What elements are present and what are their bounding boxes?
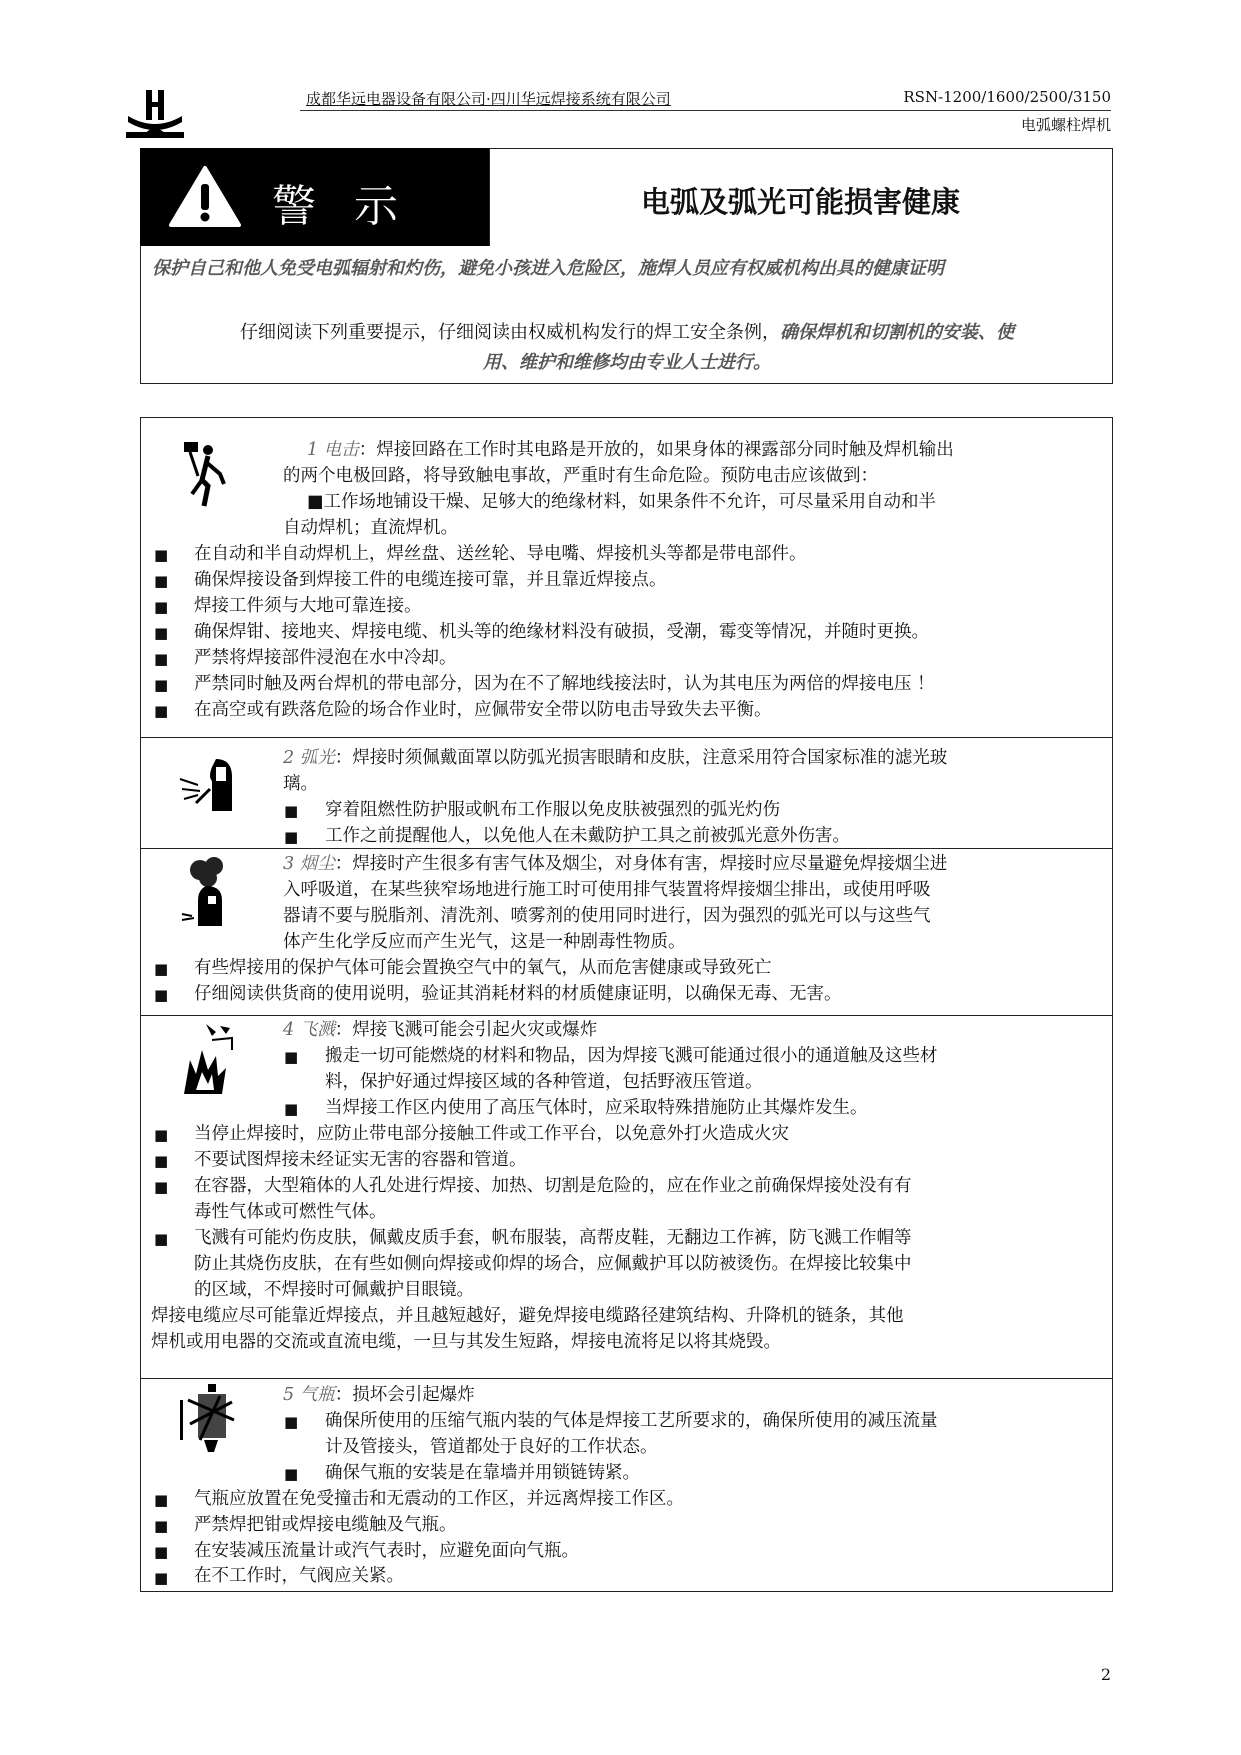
- bullet: ■: [154, 1491, 169, 1509]
- bullet: ■: [284, 1413, 299, 1431]
- bullet: ■: [154, 1152, 169, 1170]
- section4-sub: 当焊接工作区内使用了高压气体时，应采取特殊措施防止其爆炸发生。: [325, 1098, 868, 1118]
- header-company: 成都华远电器设备有限公司·四川华远焊接系统有限公司: [306, 90, 671, 108]
- section4-bullet: 当停止焊接时，应防止带电部分接触工件或工作平台，以免意外打火造成火灾: [194, 1124, 789, 1144]
- section1-bullet: 严禁将焊接部件浸泡在水中冷却。: [194, 648, 457, 668]
- section5-sub-cont: 计及管接头，管道都处于良好的工作状态。: [325, 1437, 658, 1457]
- bullet: ■: [284, 802, 299, 820]
- bullet: ■: [154, 986, 169, 1004]
- warning-triangle-icon: [168, 164, 242, 228]
- section4-note-cont: 焊机或用电器的交流或直流电缆，一旦与其发生短路，焊接电流将足以将其烧毁。: [151, 1332, 781, 1352]
- bullet: ■: [284, 1048, 299, 1066]
- header-product: 电弧螺柱焊机: [1020, 116, 1111, 134]
- gas-cylinder-icon: [178, 1380, 238, 1454]
- section3-intro-cont: 体产生化学反应而产生光气，这是一种剧毒性物质。: [283, 932, 686, 952]
- section1-bullet: 确保焊接设备到焊接工件的电缆连接可靠，并且靠近焊接点。: [194, 570, 667, 590]
- section2-intro: 2 弧光：焊接时须佩戴面罩以防弧光损害眼睛和皮肤，注意采用符合国家标准的滤光玻: [283, 748, 948, 768]
- section2-intro-cont: 璃。: [283, 774, 318, 794]
- section1-intro-cont: 的两个电极回路，将导致触电事故，严重时有生命危险。预防电击应该做到：: [283, 466, 878, 486]
- warning-heading: 电弧及弧光可能损害健康: [640, 185, 960, 219]
- section2-bullet: 工作之前提醒他人，以免他人在未戴防护工具之前被弧光意外伤害。: [325, 826, 850, 846]
- section1-bullet: 严禁同时触及两台焊机的带电部分，因为在不了解地线接法时，认为其电压为两倍的焊接电压 ！: [194, 674, 935, 694]
- arc-rays-icon: [176, 755, 238, 815]
- section-divider: [140, 1378, 1112, 1379]
- section1-bullet: 确保焊钳、接地夹、焊接电缆、机头等的绝缘材料没有破损，受潮，霉变等情况，并随时更换。: [194, 622, 929, 642]
- section5-sub: 确保所使用的压缩气瓶内装的气体是焊接工艺所要求的，确保所使用的减压流量: [325, 1411, 938, 1431]
- bullet: ■: [154, 650, 169, 668]
- section-divider: [140, 1015, 1112, 1016]
- bullet: ■: [154, 572, 169, 590]
- section1-bullet: 在自动和半自动焊机上，焊丝盘、送丝轮、导电嘴、焊接机头等都是带电部件。: [194, 544, 807, 564]
- section5-bullet: 在安装减压流量计或汽气表时，应避免面向气瓶。: [194, 1541, 579, 1561]
- bullet: ■: [154, 1517, 169, 1535]
- section4-note: 焊接电缆应尽可能靠近焊接点，并且越短越好，避免焊接电缆路径建筑结构、升降机的链条，其他: [151, 1306, 904, 1326]
- warning-line1: 保护自己和他人免受电弧辐射和灼伤，避免小孩进入危险区，施焊人员应有权威机构出具的健康证明: [152, 258, 944, 279]
- warning-title: 警示: [272, 181, 436, 232]
- bullet: ■: [154, 598, 169, 616]
- section3-bullet: 仔细阅读供货商的使用说明，验证其消耗材料的材质健康证明，以确保无毒、无害。: [194, 984, 842, 1004]
- header-model: RSN-1200/1600/2500/3150: [903, 88, 1111, 106]
- bullet: ■: [284, 1100, 299, 1118]
- spatter-fire-icon: [176, 1020, 238, 1096]
- section4-sub-cont: 料，保护好通过焊接区域的各种管道，包括野液压管道。: [325, 1072, 763, 1092]
- company-logo: [124, 88, 186, 144]
- section-divider: [140, 737, 1112, 738]
- fume-icon: [178, 856, 238, 928]
- section3-intro: 3 烟尘：焊接时产生很多有害气体及烟尘，对身体有害，焊接时应尽量避免焊接烟尘进: [283, 854, 948, 874]
- section1-bullet: 在高空或有跌落危险的场合作业时，应佩带安全带以防电击导致失去平衡。: [194, 700, 772, 720]
- section1-sub: ■工作场地铺设干燥、足够大的绝缘材料，如果条件不允许，可尽量采用自动和半: [307, 492, 937, 512]
- section1-intro: 1 电击：焊接回路在工作时其电路是开放的，如果身体的裸露部分同时触及焊机输出: [307, 440, 954, 460]
- section4-bullet: 在容器，大型箱体的人孔处进行焊接、加热、切割是危险的，应在作业之前确保焊接处没有有: [194, 1176, 912, 1196]
- section3-intro-cont: 入呼吸道，在某些狭窄场地进行施工时可使用排气装置将焊接烟尘排出，或使用呼吸: [283, 880, 931, 900]
- section1-bullet: 焊接工件须与大地可靠连接。: [194, 596, 422, 616]
- section4-bullet: 不要试图焊接未经证实无害的容器和管道。: [194, 1150, 527, 1170]
- header-rule: [300, 110, 1111, 111]
- section5-bullet: 气瓶应放置在免受撞击和无震动的工作区，并远离焊接工作区。: [194, 1489, 684, 1509]
- bullet: ■: [284, 1465, 299, 1483]
- section3-bullet: 有些焊接用的保护气体可能会置换空气中的氧气，从而危害健康或导致死亡: [194, 958, 772, 978]
- section5-sub: 确保气瓶的安装是在靠墙并用锁链铸紧。: [325, 1463, 640, 1483]
- bullet: ■: [154, 1569, 169, 1587]
- section4-bullet-cont: 的区域，不焊接时可佩戴护目眼镜。: [194, 1280, 474, 1300]
- section2-bullet: 穿着阻燃性防护服或帆布工作服以免皮肤被强烈的弧光灼伤: [325, 800, 780, 820]
- bullet: ■: [154, 624, 169, 642]
- bullet: ■: [154, 1178, 169, 1196]
- section5-bullet: 严禁焊把钳或焊接电缆触及气瓶。: [194, 1515, 457, 1535]
- section5-intro: 5 气瓶：损坏会引起爆炸: [283, 1385, 475, 1405]
- bullet: ■: [284, 828, 299, 846]
- section4-bullet: 飞溅有可能灼伤皮肤，佩戴皮质手套，帆布服装，高帮皮鞋，无翻边工作裤，防飞溅工作帽等: [194, 1228, 912, 1248]
- warning-line2: 仔细阅读下列重要提示，仔细阅读由权威机构发行的焊工安全条例，确保焊机和切割机的安装、使 用、维护和维修均由专业人士进行。: [240, 322, 1014, 373]
- bullet: ■: [154, 702, 169, 720]
- bullet: ■: [154, 1543, 169, 1561]
- section1-sub-cont: 自动焊机；直流焊机。: [283, 518, 458, 538]
- section3-intro-cont: 器请不要与脱脂剂、清洗剂、喷雾剂的使用同时进行，因为强烈的弧光可以与这些气: [283, 906, 931, 926]
- page-number: 2: [1100, 1665, 1111, 1684]
- section4-bullet-cont: 防止其烧伤皮肤，在有些如侧向焊接或仰焊的场合，应佩戴护耳以防被烫伤。在焊接比较集中: [194, 1254, 912, 1274]
- bullet: ■: [154, 960, 169, 978]
- section5-bullet: 在不工作时，气阀应关紧。: [194, 1566, 404, 1586]
- bullet: ■: [154, 546, 169, 564]
- electric-shock-icon: [180, 436, 236, 510]
- section4-intro: 4 飞溅：焊接飞溅可能会引起火灾或爆炸: [283, 1020, 598, 1040]
- section4-sub: 搬走一切可能燃烧的材料和物品，因为焊接飞溅可能通过很小的通道触及这些材: [325, 1046, 938, 1066]
- bullet: ■: [154, 676, 169, 694]
- section4-bullet-cont: 毒性气体或可燃性气体。: [194, 1202, 387, 1222]
- bullet: ■: [154, 1230, 169, 1248]
- bullet: ■: [154, 1126, 169, 1144]
